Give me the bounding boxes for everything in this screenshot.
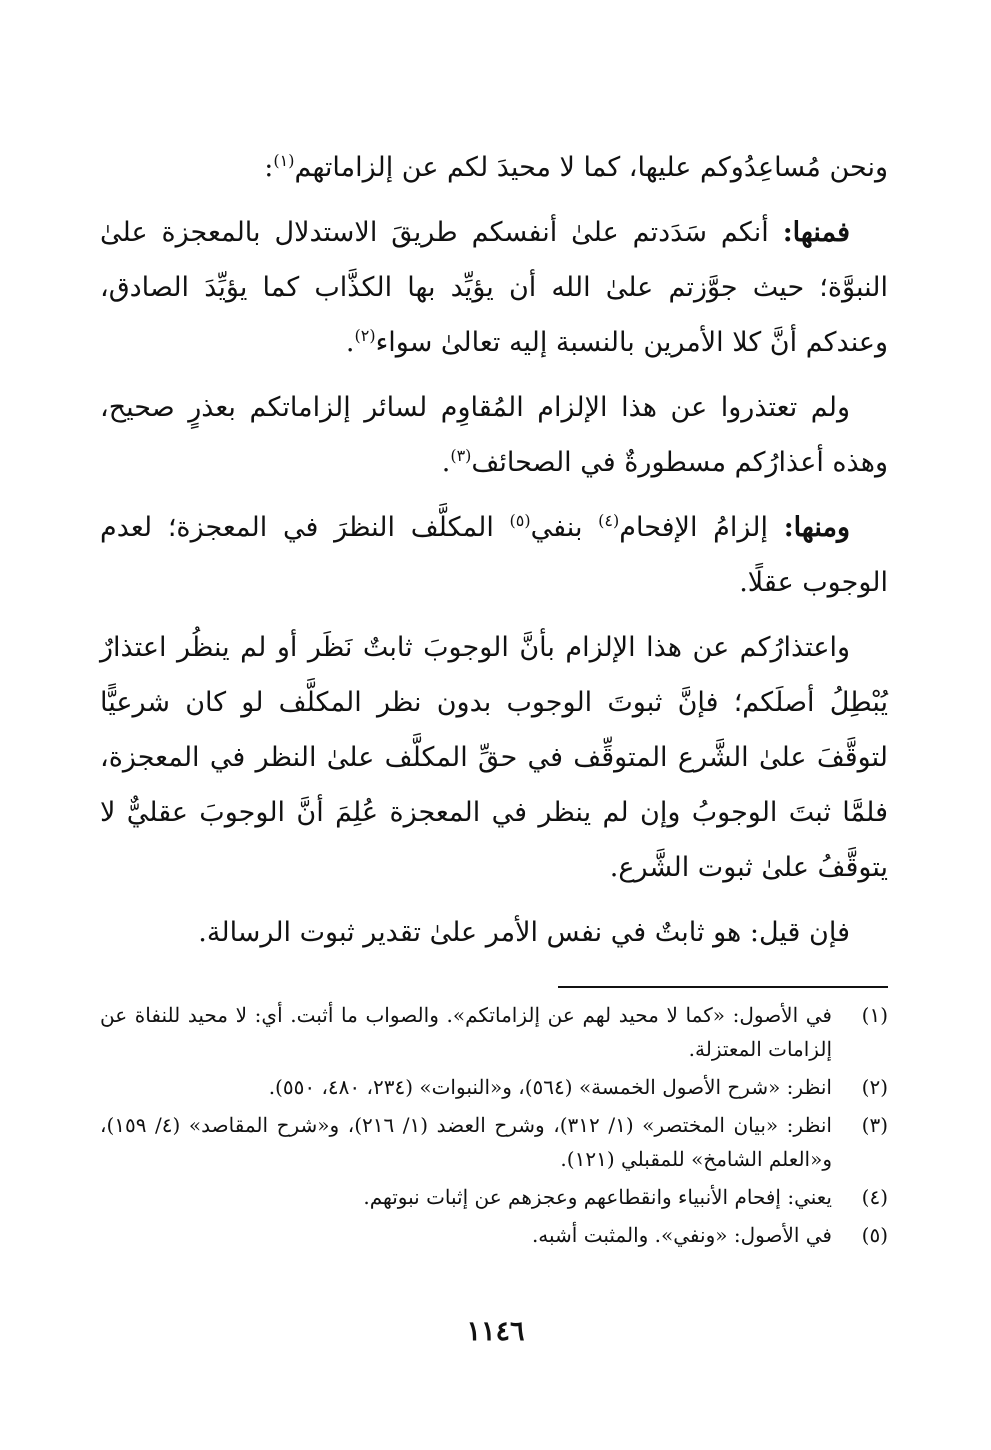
- footnote-ref-4[interactable]: (٤): [598, 511, 620, 530]
- footnotes: [100, 998, 888, 1256]
- footnote-text: في الأصول: «ونفي». والمثبت أشبه.: [531, 1223, 832, 1247]
- footnote-number: (٤): [861, 1185, 888, 1209]
- footnote-number: (٥): [861, 1223, 888, 1247]
- paragraph-5: واعتذارُكم عن هذا الإلزام بأنَّ الوجوبَ ثابتٌ نَظَر أو لم ينظُر اعتذارٌ يُبْطِلُ أصلَكم؛ فإنَّ ثبوتَ الوجوب بدون نظر المكلَّف لو كان شرعيًّا لتوقَّفَ علىٰ الشَّرع المتوقِّف في حقِّ المكلَّف علىٰ النظر في المعجزة، فلمَّا ثبتَ الوجوبُ وإن لم ينظر في المعجزة عُلِمَ أنَّ الوجوبَ عقليٌّ لا يتوقَّفُ علىٰ ثبوت الشَّرع.: [100, 632, 888, 883]
- footnote-5: [100, 1218, 888, 1252]
- main-text: [100, 140, 888, 970]
- footnote-3: [100, 1108, 888, 1176]
- footnote-text: يعني: إفحام الأنبياء وانقطاعهم وعجزهم عن إثبات نبوتهم.: [363, 1185, 832, 1209]
- paragraph-6: فإن قيل: هو ثابتٌ في نفس الأمر علىٰ تقدير ثبوت الرسالة.: [198, 917, 850, 948]
- footnote-ref-3[interactable]: (٣): [450, 446, 472, 465]
- footnote-ref-1[interactable]: (١): [273, 151, 295, 170]
- footnote-number: (٢): [861, 1075, 888, 1099]
- paragraph-4: ومنها: إلزامُ الإفحام$^{(٤)}$ بنفي$^{(٥)}$ المكلَّف النظرَ في المعجزة؛ لعدم الوجوب عقلًا.: [100, 511, 888, 598]
- footnote-text: انظر: «شرح الأصول الخمسة» (٥٦٤)، و«النبوات» (٢٣٤، ٤٨٠، ٥٥٠).: [268, 1075, 832, 1099]
- footnote-ref-2[interactable]: (٢): [354, 326, 376, 345]
- lead-word: فمنها:: [782, 217, 850, 248]
- footnote-4: [100, 1180, 888, 1214]
- footnote-number: (٣): [861, 1113, 888, 1137]
- footnote-text: في الأصول: «كما لا محيد لهم عن إلزاماتكم». والصواب ما أثبت. أي: لا محيد للنفاة عن إلزامات المعتزلة.: [100, 1003, 832, 1061]
- footnote-separator: [558, 986, 888, 988]
- paragraph-1: ونحن مُساعِدُوكم عليها، كما لا محيدَ لكم عن إلزاماتهم$^{(١)}$:: [264, 151, 888, 183]
- paragraph-3: ولم تعتذروا عن هذا الإلزام المُقاوِم لسائر إلزاماتكم بعذرٍ صحيح، وهذه أعذارُكم مسطورةٌ في الصحائف$^{(٣)}$.: [100, 392, 888, 478]
- page-number: ١١٤٦: [466, 1316, 525, 1347]
- paragraph-2: فمنها: أنكم سَدَدتم علىٰ أنفسكم طريقَ الاستدلال بالمعجزة علىٰ النبوَّة؛ حيث جوَّزتم علىٰ الله أن يؤيِّد بها الكذَّاب كما يؤيِّدَ الصادق، وعندكم أنَّ كلا الأمرين بالنسبة إليه تعالىٰ سواء$^{(٢)}$.: [100, 217, 888, 358]
- footnote-1: [100, 998, 888, 1066]
- footnote-number: (١): [861, 1003, 888, 1027]
- footnote-ref-5[interactable]: (٥): [509, 511, 531, 530]
- lead-word: ومنها:: [783, 512, 850, 543]
- footnote-text: انظر: «بيان المختصر» (١/ ٣١٢)، وشرح العضد (١/ ٢١٦)، و«شرح المقاصد» (٤/ ١٥٩)، و«العلم الشامخ» للمقبلي (١٢١).: [100, 1113, 832, 1171]
- footnote-2: [100, 1070, 888, 1104]
